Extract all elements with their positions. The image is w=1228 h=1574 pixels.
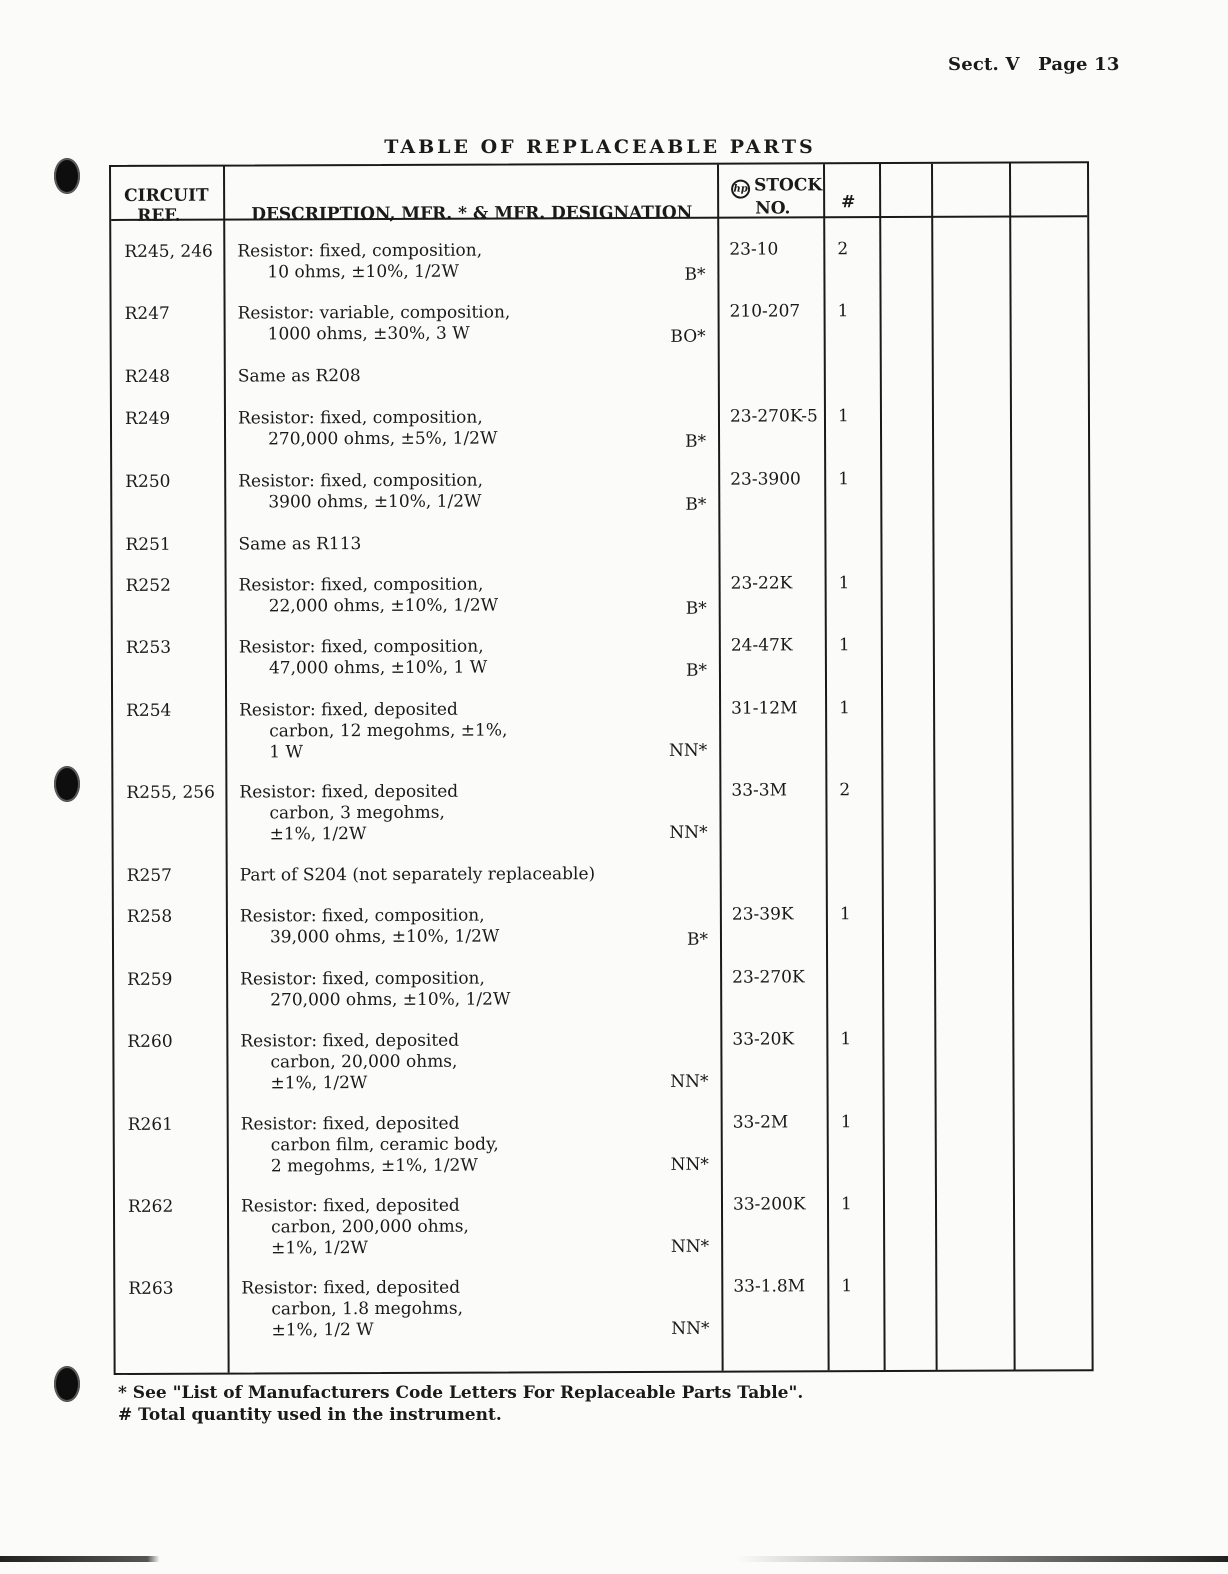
mfr-code: NN* — [670, 1236, 710, 1257]
col-divider-stock — [823, 164, 830, 1370]
description-line: Resistor: fixed, deposited — [240, 1113, 460, 1135]
quantity: 1 — [837, 301, 849, 322]
table-row — [114, 966, 1090, 1011]
header-circuit-ref-line2: REF. — [137, 205, 181, 226]
description-line: Resistor: fixed, composition, — [240, 968, 485, 990]
description-line: carbon, 200,000 ohms, — [271, 1216, 469, 1238]
description-line: 47,000 ohms, ±10%, 1 W — [268, 657, 488, 679]
mfr-code: B* — [685, 598, 707, 619]
mfr-code: B* — [685, 494, 707, 515]
col-divider-blank2 — [1009, 164, 1016, 1370]
part-description — [241, 1195, 711, 1260]
header-stock-line1: STOCK — [754, 175, 823, 196]
description-line: carbon, 20,000 ohms, — [270, 1051, 458, 1073]
stock-number: 23-39K — [731, 904, 794, 925]
description-line: Resistor: fixed, deposited — [240, 1030, 460, 1052]
table-row — [115, 1111, 1091, 1177]
description-line: 2 megohms, ±1%, 1/2W — [270, 1155, 478, 1177]
description-line: Same as R113 — [238, 534, 362, 555]
description-line: Resistor: fixed, deposited — [239, 699, 458, 721]
quantity: 1 — [838, 573, 850, 594]
quantity: 1 — [837, 406, 849, 427]
circuit-ref: R261 — [127, 1114, 173, 1135]
circuit-ref: R253 — [125, 637, 172, 658]
section-label: Sect. V — [948, 54, 1020, 75]
quantity: 1 — [838, 469, 850, 490]
table-row — [113, 634, 1089, 681]
table-row — [112, 300, 1088, 347]
circuit-ref: R259 — [127, 969, 173, 990]
circuit-ref: R252 — [125, 575, 171, 596]
part-description — [238, 302, 708, 346]
description-line: ±1%, 1/2W — [271, 1238, 369, 1259]
circuit-ref: R262 — [127, 1196, 174, 1217]
description-line: ±1%, 1/2W — [269, 824, 367, 845]
hp-logo-icon: hp — [731, 180, 750, 199]
table-row — [115, 1193, 1091, 1259]
binder-hole-middle — [54, 766, 80, 802]
part-description — [238, 533, 708, 556]
description-line: ±1%, 1/2 W — [271, 1319, 374, 1341]
circuit-ref: R250 — [125, 471, 171, 492]
stock-number: 31-12M — [731, 698, 798, 719]
stock-number: 24-47K — [730, 635, 793, 656]
stock-number: 33-2M — [732, 1112, 789, 1133]
description-line: Resistor: variable, composition, — [237, 302, 511, 324]
description-line: 1 W — [269, 742, 303, 763]
circuit-ref: R248 — [124, 366, 171, 387]
mfr-code: NN* — [668, 740, 708, 761]
quantity: 2 — [839, 780, 851, 801]
quantity: 2 — [837, 239, 849, 260]
description-line: Resistor: fixed, deposited — [239, 781, 459, 803]
table-title: TABLE OF REPLACEABLE PARTS — [384, 136, 816, 158]
scan-bottom-edge — [0, 1556, 1228, 1562]
part-description — [241, 1277, 711, 1342]
description-line: Same as R208 — [237, 366, 361, 387]
stock-number: 23-270K-5 — [729, 406, 818, 427]
part-description — [240, 1030, 710, 1095]
description-line: 10 ohms, ±10%, 1/2W — [267, 261, 459, 283]
mfr-code: NN* — [669, 822, 708, 843]
table-row — [114, 1028, 1090, 1094]
table-row — [113, 779, 1089, 845]
description-line: 22,000 ohms, ±10%, 1/2W — [268, 595, 499, 617]
mfr-code: NN* — [670, 1154, 709, 1175]
table-row — [114, 903, 1090, 950]
part-description — [238, 365, 708, 388]
description-line: 3900 ohms, ±10%, 1/2W — [268, 491, 482, 513]
col-divider-ref — [223, 167, 230, 1373]
mfr-code: B* — [686, 929, 709, 950]
circuit-ref: R258 — [126, 906, 173, 927]
mfr-code: B* — [685, 660, 707, 681]
description-line: 270,000 ohms, ±5%, 1/2W — [268, 428, 498, 450]
description-line: Resistor: fixed, composition, — [238, 470, 484, 492]
part-description — [241, 1113, 711, 1178]
circuit-ref: R249 — [124, 408, 171, 429]
circuit-ref: R247 — [124, 303, 170, 324]
mfr-code: B* — [684, 264, 706, 285]
description-line: Part of S204 (not separately replaceable) — [239, 864, 596, 886]
mfr-code: NN* — [670, 1071, 709, 1092]
description-line: 1000 ohms, ±30%, 3 W — [267, 323, 470, 345]
binder-hole-top — [54, 158, 80, 194]
stock-number: 33-200K — [732, 1194, 806, 1215]
quantity: 1 — [840, 1029, 852, 1050]
stock-number: 23-22K — [730, 573, 793, 594]
stock-number: 33-1.8M — [733, 1276, 806, 1297]
circuit-ref: R245, 246 — [124, 241, 213, 262]
page-header — [948, 54, 1132, 75]
quantity: 1 — [841, 1276, 853, 1297]
header-description: DESCRIPTION, MFR. * & MFR. DESIGNATION — [251, 202, 693, 225]
circuit-ref: R255, 256 — [126, 782, 215, 803]
table-row — [112, 468, 1088, 515]
description-line: carbon, 12 megohms, ±1%, — [269, 720, 508, 742]
circuit-ref: R257 — [126, 865, 173, 886]
description-line: carbon film, ceramic body, — [270, 1134, 499, 1156]
mfr-code: NN* — [671, 1318, 710, 1339]
quantity: 1 — [838, 635, 850, 656]
circuit-ref: R254 — [126, 700, 172, 721]
table-row — [112, 405, 1088, 452]
header-circuit-ref-line1: CIRCUIT — [124, 185, 209, 206]
mfr-code: B* — [685, 431, 707, 452]
description-line: 270,000 ohms, ±10%, 1/2W — [270, 989, 511, 1011]
table-row — [114, 862, 1090, 886]
part-description — [237, 240, 707, 284]
part-description — [240, 905, 710, 949]
quantity: 1 — [839, 904, 851, 925]
circuit-ref: R251 — [125, 534, 171, 555]
part-description — [239, 699, 709, 764]
binder-hole-bottom — [54, 1366, 80, 1402]
quantity: 1 — [839, 698, 850, 719]
part-description — [240, 864, 710, 887]
table-row — [113, 572, 1089, 619]
col-divider-blank1 — [931, 164, 938, 1370]
part-description — [239, 636, 709, 680]
description-line: 39,000 ohms, ±10%, 1/2W — [269, 926, 500, 948]
header-stock — [731, 175, 822, 218]
description-line: carbon, 1.8 megohms, — [271, 1298, 464, 1320]
table-row — [113, 697, 1089, 763]
parts-table — [109, 161, 1094, 1375]
part-description — [239, 781, 709, 846]
col-divider-desc — [717, 165, 724, 1371]
footnote-hash: # Total quantity used in the instrument. — [118, 1405, 502, 1425]
circuit-ref: R260 — [127, 1031, 173, 1052]
description-line: Resistor: fixed, composition, — [238, 574, 484, 596]
stock-number: 23-270K — [732, 967, 805, 988]
quantity: 1 — [840, 1194, 852, 1215]
header-stock-line2: NO. — [755, 198, 791, 219]
description-line: Resistor: fixed, composition, — [238, 636, 484, 658]
description-line: Resistor: fixed, deposited — [241, 1277, 461, 1299]
stock-number: 23-10 — [729, 239, 779, 260]
table-row — [111, 238, 1087, 285]
description-line: Resistor: fixed, deposited — [240, 1195, 460, 1217]
circuit-ref: R263 — [128, 1278, 174, 1299]
quantity: 1 — [840, 1112, 852, 1133]
part-description — [239, 574, 709, 618]
footnotes — [118, 1382, 803, 1426]
stock-number: 33-20K — [732, 1029, 795, 1050]
part-description — [238, 407, 708, 451]
mfr-code: BO* — [670, 326, 706, 347]
stock-number: 23-3900 — [730, 469, 801, 490]
description-line: Resistor: fixed, composition, — [237, 240, 483, 262]
col-divider-qty — [879, 164, 886, 1370]
header-circuit-ref — [124, 186, 209, 226]
page-number: Page 13 — [1038, 54, 1120, 75]
part-description — [240, 968, 710, 1012]
table-row — [115, 1275, 1091, 1341]
stock-number: 210-207 — [729, 301, 801, 322]
stock-number: 33-3M — [731, 780, 788, 801]
part-description — [238, 470, 708, 514]
table-row — [112, 531, 1088, 555]
footnote-star: * See "List of Manufacturers Code Letters For Replaceable Parts Table". — [118, 1383, 804, 1403]
header-qty: # — [841, 192, 856, 213]
description-line: carbon, 3 megohms, — [269, 802, 445, 824]
description-line: Resistor: fixed, composition, — [239, 905, 485, 927]
description-line: Resistor: fixed, composition, — [237, 407, 483, 429]
table-row — [112, 363, 1088, 387]
description-line: ±1%, 1/2W — [270, 1073, 368, 1094]
